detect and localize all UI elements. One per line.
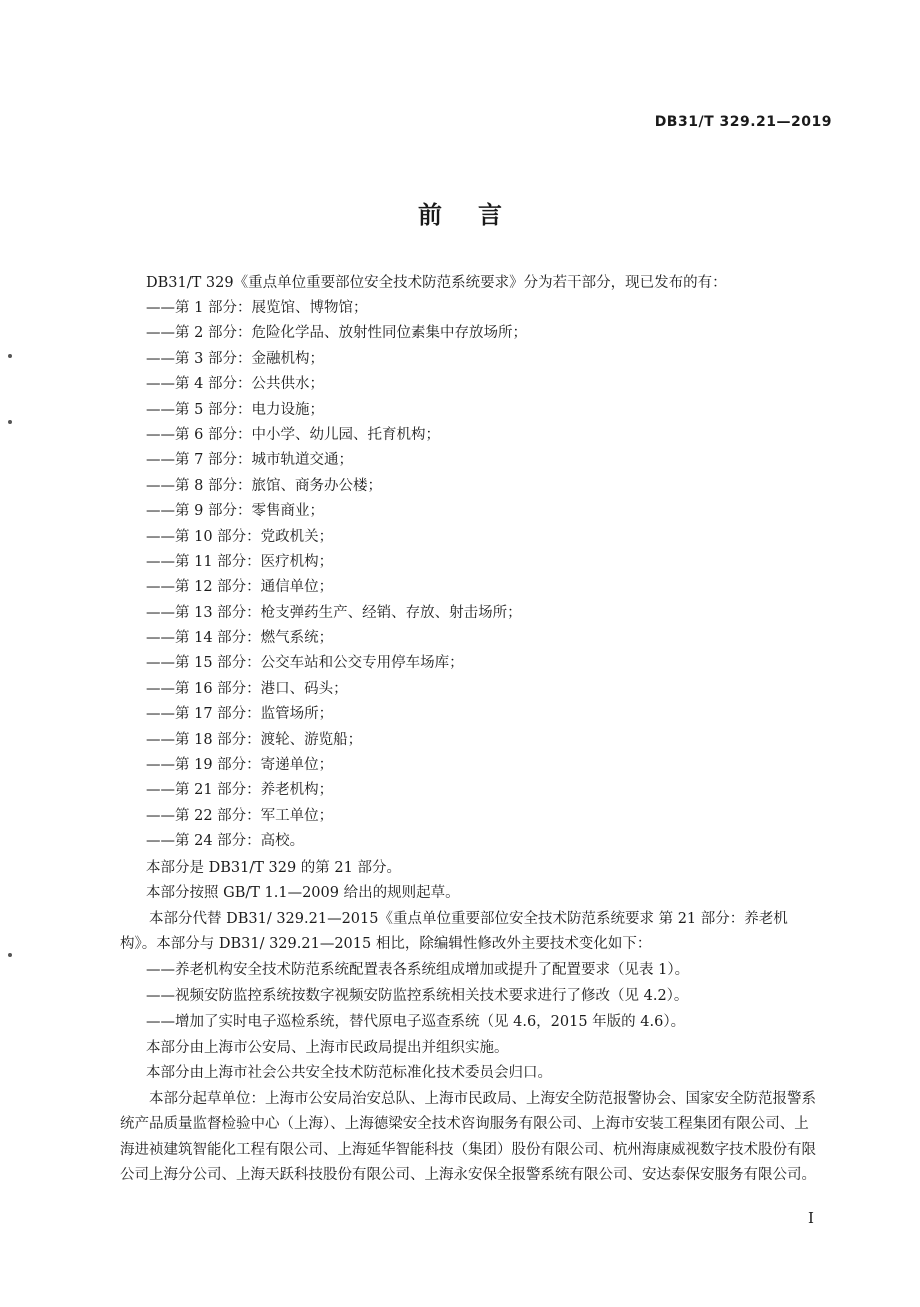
list-item: ——第 24 部分：高校。: [146, 833, 305, 850]
list-item: ——第 12 部分：通信单位；: [146, 579, 334, 596]
list-item: ——第 16 部分：港口、码头；: [146, 680, 348, 697]
intro-paragraph: DB31/T 329《重点单位重要部位安全技术防范系统要求》分为若干部分，现已发布的有：: [146, 275, 727, 291]
list-item: ——第 10 部分：党政机关；: [146, 528, 334, 545]
list-item: ——第 22 部分：军工单位；: [146, 807, 334, 824]
parts-list: [146, 296, 527, 855]
list-item: ——第 7 部分：城市轨道交通；: [146, 452, 353, 469]
change-item: ——养老机构安全技术防范系统配置表各系统组成增加或提升了配置要求（见表 1）。: [146, 962, 690, 978]
body-paragraph: 本部分是 DB31/T 329 的第 21 部分。: [146, 860, 401, 876]
scan-mark: [8, 354, 12, 358]
list-item: ——第 5 部分：电力设施；: [146, 401, 324, 418]
body-paragraph: 本部分由上海市公安局、上海市民政局提出并组织实施。: [146, 1040, 509, 1056]
change-item: ——增加了实时电子巡检系统，替代原电子巡查系统（见 4.6，2015 年版的 4.6）。: [146, 1014, 686, 1030]
list-item: ——第 6 部分：中小学、幼儿园、托育机构；: [146, 426, 440, 443]
standard-number: DB31/T 329.21—2019: [654, 114, 832, 130]
list-item: ——第 21 部分：养老机构；: [146, 782, 334, 799]
page-number: I: [808, 1209, 814, 1227]
list-item: ——第 4 部分：公共供水；: [146, 376, 324, 393]
scan-mark: [8, 420, 12, 424]
list-item: ——第 19 部分：寄递单位；: [146, 757, 334, 774]
drafting-units-paragraph: 本部分起草单位：上海市公安局治安总队、上海市民政局、上海安全防范报警协会、国家安全防范报警系统产品质量监督检验中心（上海）、上海德梁安全技术咨询服务有限公司、上海市安装工程集团有限公司、上海进祯建筑智能化工程有限公司、上海延华智能科技（集团）股份有限公司、杭州海康威视数字技术股份有限公司上海分公司、上海天跃科技股份有限公司、上海永安保全报警系统有限公司、安达泰保安服务有限公司。: [120, 1091, 816, 1184]
body-paragraph: 本部分代替 DB31/ 329.21—2015《重点单位重要部位安全技术防范系统要求 第 21 部分：养老机构》。本部分与 DB31/ 329.21—2015 相比，除编辑性修改外主要技术变化如下：: [120, 911, 788, 953]
list-item: ——第 2 部分：危险化学品、放射性同位素集中存放场所；: [146, 325, 527, 342]
change-item: ——视频安防监控系统按数字视频安防监控系统相关技术要求进行了修改（见 4.2）。: [146, 988, 689, 1004]
page-title: 前言: [418, 201, 538, 229]
body-paragraph: 本部分由上海市社会公共安全技术防范标准化技术委员会归口。: [146, 1065, 552, 1081]
list-item: ——第 13 部分：枪支弹药生产、经销、存放、射击场所；: [146, 604, 522, 621]
list-item: ——第 14 部分：燃气系统；: [146, 630, 334, 647]
list-item: ——第 1 部分：展览馆、博物馆；: [146, 300, 368, 316]
body-paragraph: 本部分按照 GB/T 1.1—2009 给出的规则起草。: [146, 885, 460, 901]
list-item: ——第 3 部分：金融机构；: [146, 350, 324, 367]
list-item: ——第 18 部分：渡轮、游览船；: [146, 731, 363, 748]
list-item: ——第 9 部分：零售商业；: [146, 503, 324, 520]
scan-mark: [8, 953, 12, 957]
list-item: ——第 11 部分：医疗机构；: [146, 553, 334, 570]
list-item: ——第 8 部分：旅馆、商务办公楼；: [146, 477, 382, 494]
list-item: ——第 15 部分：公交车站和公交专用停车场库；: [146, 655, 464, 672]
list-item: ——第 17 部分：监管场所；: [146, 706, 334, 723]
